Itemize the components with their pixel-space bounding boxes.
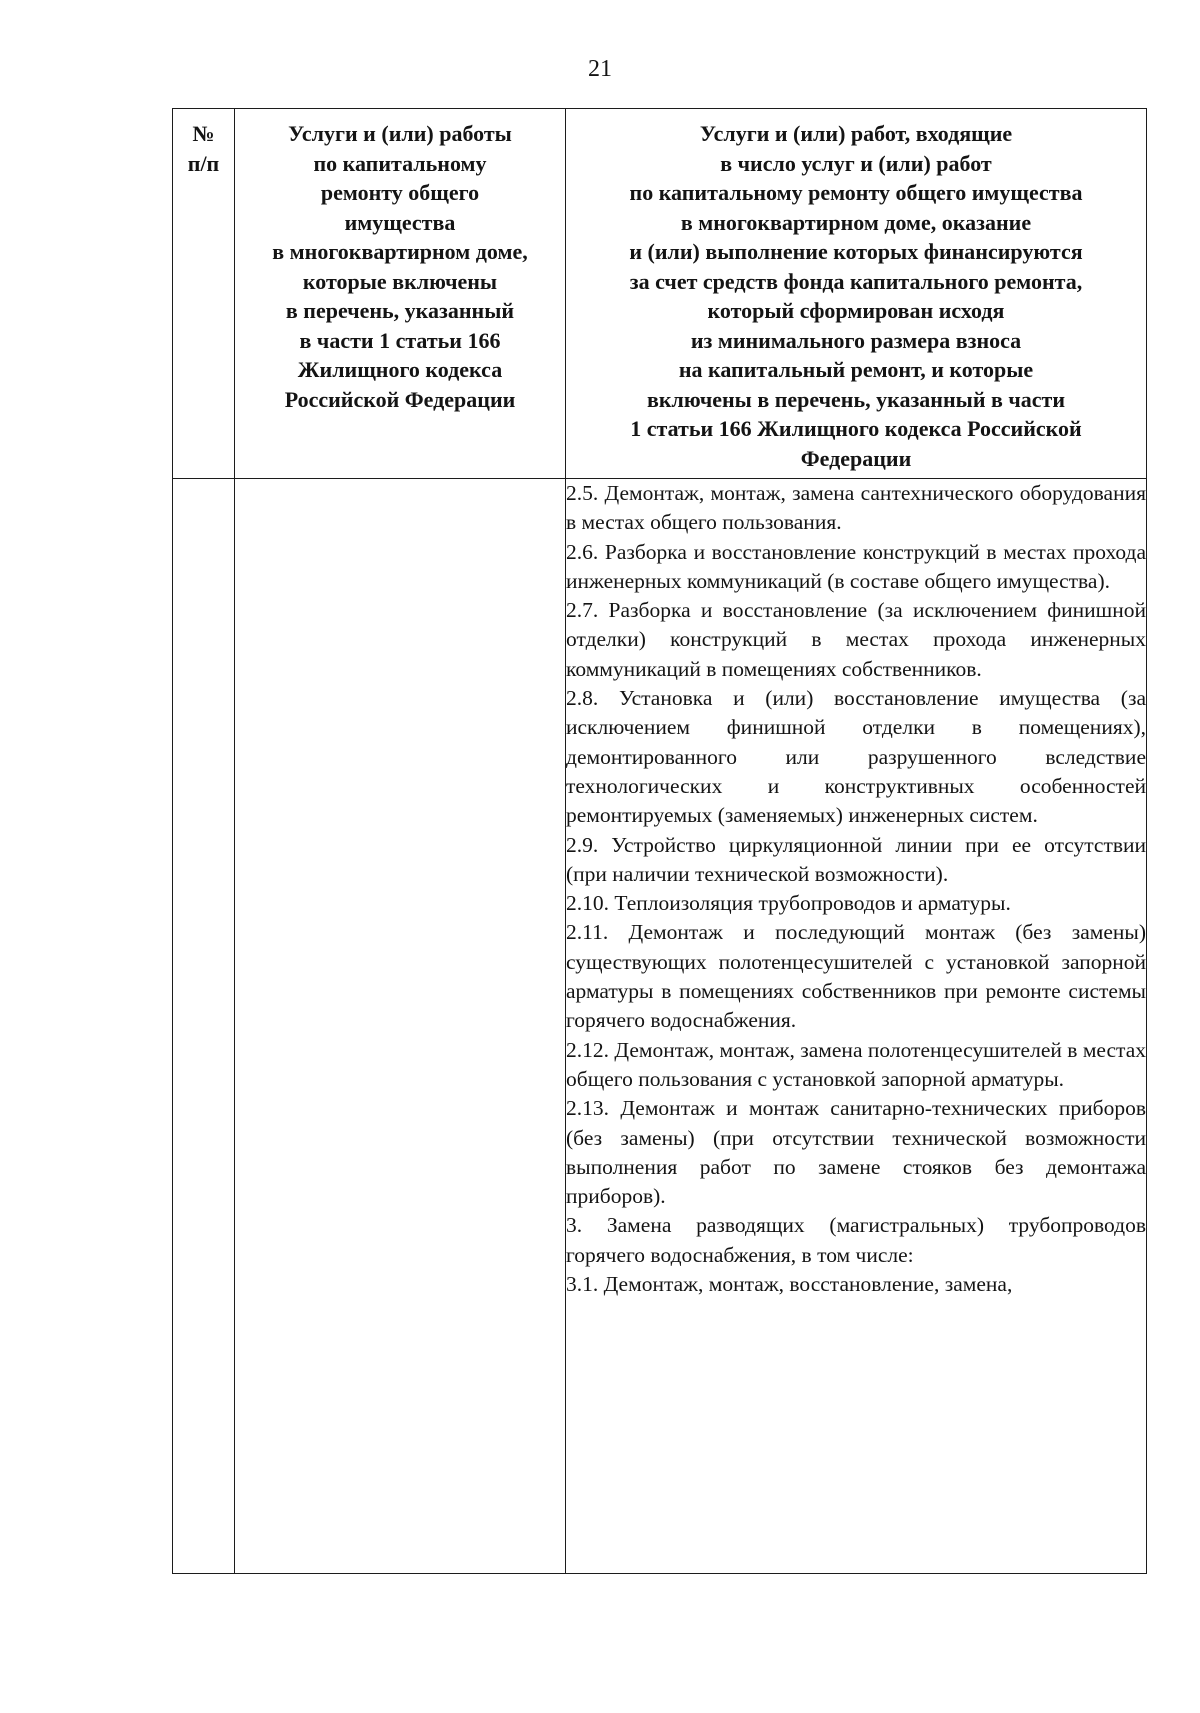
page-number: 21 bbox=[588, 56, 612, 82]
list-item: 2.6. Разборка и восстановление конструкций в местах прохода инженерных коммуникаций (в составе общего имущества). bbox=[566, 539, 1146, 593]
header-line: в многоквартирном доме, оказание bbox=[680, 209, 1032, 235]
list-item: 2.11. Демонтаж и последующий монтаж (без замены) существующих полотенцесушителей с установкой запорной арматуры в помещениях собственников при ремонте системы горячего водоснабжения. bbox=[566, 920, 1146, 1033]
header-line: и (или) выполнение которых финансируются bbox=[629, 239, 1083, 264]
capital-repair-table bbox=[172, 108, 1147, 1574]
list-item: 2.7. Разборка и восстановление (за исключением финишной отделки) конструкций в местах прохода инженерных коммуникаций в помещениях собственников. bbox=[566, 598, 1146, 681]
header-line: Федерации bbox=[800, 445, 912, 471]
header-number bbox=[173, 109, 235, 479]
header-line: 1 статьи 166 Жилищного кодекса Российской bbox=[630, 416, 1082, 441]
header-line: Услуги и (или) работ, входящие bbox=[699, 121, 1013, 146]
cell-included-items bbox=[566, 479, 1147, 1574]
header-included-services bbox=[566, 109, 1147, 479]
header-line: в части 1 статьи 166 bbox=[299, 327, 501, 353]
list-item: 2.5. Демонтаж, монтаж, замена сантехнического оборудования в местах общего пользования. bbox=[566, 481, 1146, 535]
header-line: которые включены bbox=[302, 268, 498, 294]
list-item: 3. Замена разводящих (магистральных) трубопроводов горячего водоснабжения, в том числе: bbox=[566, 1213, 1146, 1267]
header-line: по капитальному ремонту общего имущества bbox=[629, 180, 1083, 205]
header-line: в перечень, указанный bbox=[285, 298, 515, 323]
header-line: п/п bbox=[187, 150, 220, 176]
header-line: в многоквартирном доме, bbox=[272, 239, 528, 264]
table-header-row bbox=[173, 109, 1147, 479]
header-line: включены в перечень, указанный в части bbox=[646, 386, 1066, 412]
list-item: 2.13. Демонтаж и монтаж санитарно-технических приборов (без замены) (при отсутствии технической возможности выполнения работ по замене стояков без демонтажа приборов). bbox=[566, 1096, 1146, 1209]
table-row bbox=[173, 479, 1147, 1574]
list-item: 2.9. Устройство циркуляционной линии при ее отсутствии (при наличии технической возможности). bbox=[566, 832, 1146, 886]
header-line: Жилищного кодекса bbox=[297, 357, 503, 382]
header-line: на капитальный ремонт, и которые bbox=[678, 357, 1034, 382]
header-line: из минимального размера взноса bbox=[690, 327, 1022, 353]
header-line: который сформирован исходя bbox=[707, 298, 1005, 323]
header-services bbox=[235, 109, 566, 479]
header-line: № bbox=[192, 121, 215, 146]
header-line: в число услуг и (или) работ bbox=[720, 150, 992, 176]
list-item: 2.10. Теплоизоляция трубопроводов и арматуры. bbox=[566, 891, 1011, 916]
list-item: 2.8. Установка и (или) восстановление имущества (за исключением финишной отделки в помещениях), демонтированного или разрушенного вследствие технологических и конструктивных особенностей ремонтируемых (заменяемых) инженерных систем. bbox=[566, 686, 1146, 828]
header-line: ремонту общего bbox=[320, 180, 480, 205]
list-item: 2.12. Демонтаж, монтаж, замена полотенцесушителей в местах общего пользования с установкой запорной арматуры. bbox=[566, 1037, 1146, 1091]
header-line: Услуги и (или) работы bbox=[288, 121, 512, 146]
list-item: 3.1. Демонтаж, монтаж, восстановление, замена, bbox=[566, 1272, 1013, 1297]
header-line: за счет средств фонда капитального ремонта, bbox=[629, 268, 1083, 294]
header-line: имущества bbox=[344, 209, 456, 235]
header-line: Российской Федерации bbox=[284, 386, 516, 412]
cell-number bbox=[173, 479, 235, 1574]
cell-service bbox=[235, 479, 566, 1574]
header-line: по капитальному bbox=[313, 150, 487, 176]
